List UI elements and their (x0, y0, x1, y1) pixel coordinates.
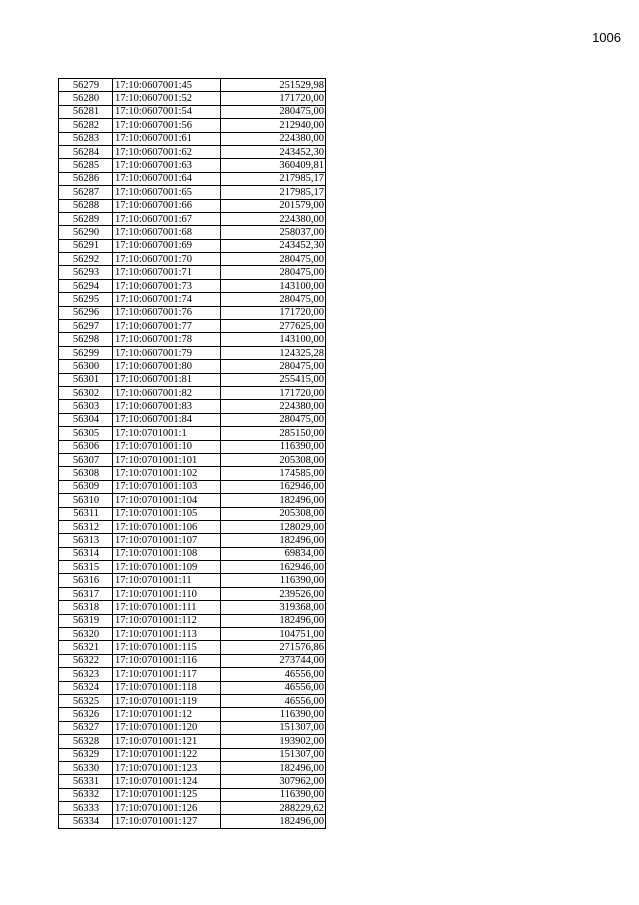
row-number-cell: 56284 (59, 145, 113, 158)
row-number-cell: 56317 (59, 587, 113, 600)
row-number-cell: 56312 (59, 520, 113, 533)
row-number-cell: 56304 (59, 413, 113, 426)
cadastral-value-cell: 280475,00 (221, 253, 326, 266)
cadastral-number-cell: 17:10:0607001:45 (113, 79, 221, 92)
cadastral-value-cell: 124325,28 (221, 346, 326, 359)
cadastral-value-cell: 271576,86 (221, 641, 326, 654)
cadastral-number-cell: 17:10:0607001:83 (113, 400, 221, 413)
cadastral-value-cell: 258037,00 (221, 226, 326, 239)
table-row (59, 654, 326, 667)
cadastral-number-cell: 17:10:0607001:66 (113, 199, 221, 212)
row-number-cell: 56315 (59, 561, 113, 574)
cadastral-value-cell: 46556,00 (221, 681, 326, 694)
table-row (59, 400, 326, 413)
row-number-cell: 56306 (59, 440, 113, 453)
table-row (59, 721, 326, 734)
table-row (59, 628, 326, 641)
cadastral-number-cell: 17:10:0607001:69 (113, 239, 221, 252)
cadastral-number-cell: 17:10:0701001:119 (113, 694, 221, 707)
row-number-cell: 56325 (59, 694, 113, 707)
table-row (59, 239, 326, 252)
table-body (59, 79, 326, 829)
cadastral-number-cell: 17:10:0701001:12 (113, 708, 221, 721)
row-number-cell: 56316 (59, 574, 113, 587)
row-number-cell: 56305 (59, 427, 113, 440)
cadastral-value-cell: 319368,00 (221, 601, 326, 614)
cadastral-number-cell: 17:10:0607001:70 (113, 253, 221, 266)
cadastral-value-cell: 116390,00 (221, 788, 326, 801)
row-number-cell: 56288 (59, 199, 113, 212)
table-row (59, 79, 326, 92)
row-number-cell: 56301 (59, 373, 113, 386)
cadastral-value-cell: 151307,00 (221, 721, 326, 734)
cadastral-value-cell: 251529,98 (221, 79, 326, 92)
cadastral-value-cell: 174585,00 (221, 467, 326, 480)
table-row (59, 172, 326, 185)
table-row (59, 453, 326, 466)
cadastral-number-cell: 17:10:0607001:62 (113, 145, 221, 158)
cadastral-value-cell: 182496,00 (221, 534, 326, 547)
table-row (59, 333, 326, 346)
row-number-cell: 56329 (59, 748, 113, 761)
table-row (59, 561, 326, 574)
row-number-cell: 56319 (59, 614, 113, 627)
cadastral-number-cell: 17:10:0701001:107 (113, 534, 221, 547)
row-number-cell: 56302 (59, 386, 113, 399)
cadastral-value-cell: 171720,00 (221, 306, 326, 319)
cadastral-number-cell: 17:10:0701001:111 (113, 601, 221, 614)
table-row (59, 735, 326, 748)
cadastral-value-cell: 205308,00 (221, 507, 326, 520)
cadastral-value-cell: 116390,00 (221, 440, 326, 453)
cadastral-number-cell: 17:10:0607001:84 (113, 413, 221, 426)
row-number-cell: 56318 (59, 601, 113, 614)
cadastral-value-cell: 182496,00 (221, 494, 326, 507)
row-number-cell: 56298 (59, 333, 113, 346)
cadastral-value-table (58, 78, 326, 829)
table-row (59, 105, 326, 118)
cadastral-number-cell: 17:10:0701001:1 (113, 427, 221, 440)
cadastral-number-cell: 17:10:0701001:105 (113, 507, 221, 520)
table-row (59, 748, 326, 761)
cadastral-value-cell: 143100,00 (221, 333, 326, 346)
table-row (59, 601, 326, 614)
cadastral-number-cell: 17:10:0701001:10 (113, 440, 221, 453)
table-row (59, 92, 326, 105)
cadastral-value-cell: 243452,30 (221, 145, 326, 158)
cadastral-number-cell: 17:10:0701001:113 (113, 628, 221, 641)
cadastral-number-cell: 17:10:0701001:109 (113, 561, 221, 574)
cadastral-number-cell: 17:10:0607001:54 (113, 105, 221, 118)
row-number-cell: 56314 (59, 547, 113, 560)
row-number-cell: 56300 (59, 360, 113, 373)
row-number-cell: 56280 (59, 92, 113, 105)
row-number-cell: 56321 (59, 641, 113, 654)
table-row (59, 534, 326, 547)
row-number-cell: 56332 (59, 788, 113, 801)
cadastral-value-cell: 69834,00 (221, 547, 326, 560)
table-row (59, 159, 326, 172)
table-row (59, 668, 326, 681)
table-row (59, 614, 326, 627)
table-row (59, 306, 326, 319)
cadastral-number-cell: 17:10:0701001:106 (113, 520, 221, 533)
table-row (59, 507, 326, 520)
row-number-cell: 56309 (59, 480, 113, 493)
cadastral-value-cell: 171720,00 (221, 386, 326, 399)
cadastral-number-cell: 17:10:0701001:125 (113, 788, 221, 801)
cadastral-value-cell: 46556,00 (221, 668, 326, 681)
row-number-cell: 56297 (59, 320, 113, 333)
row-number-cell: 56328 (59, 735, 113, 748)
cadastral-number-cell: 17:10:0701001:104 (113, 494, 221, 507)
cadastral-number-cell: 17:10:0701001:120 (113, 721, 221, 734)
row-number-cell: 56292 (59, 253, 113, 266)
table-row (59, 132, 326, 145)
cadastral-value-cell: 280475,00 (221, 293, 326, 306)
cadastral-number-cell: 17:10:0607001:79 (113, 346, 221, 359)
cadastral-value-cell: 162946,00 (221, 561, 326, 574)
cadastral-value-cell: 193902,00 (221, 735, 326, 748)
row-number-cell: 56330 (59, 761, 113, 774)
table-row (59, 226, 326, 239)
table-row (59, 467, 326, 480)
row-number-cell: 56333 (59, 802, 113, 815)
table-row (59, 253, 326, 266)
row-number-cell: 56311 (59, 507, 113, 520)
cadastral-value-cell: 151307,00 (221, 748, 326, 761)
table-row (59, 802, 326, 815)
cadastral-value-cell: 255415,00 (221, 373, 326, 386)
row-number-cell: 56282 (59, 119, 113, 132)
table-row (59, 320, 326, 333)
table-row (59, 480, 326, 493)
cadastral-number-cell: 17:10:0701001:11 (113, 574, 221, 587)
cadastral-number-cell: 17:10:0701001:102 (113, 467, 221, 480)
cadastral-number-cell: 17:10:0701001:118 (113, 681, 221, 694)
cadastral-number-cell: 17:10:0607001:74 (113, 293, 221, 306)
row-number-cell: 56307 (59, 453, 113, 466)
table-row (59, 547, 326, 560)
row-number-cell: 56299 (59, 346, 113, 359)
cadastral-number-cell: 17:10:0701001:115 (113, 641, 221, 654)
cadastral-number-cell: 17:10:0607001:71 (113, 266, 221, 279)
cadastral-number-cell: 17:10:0701001:126 (113, 802, 221, 815)
cadastral-number-cell: 17:10:0607001:73 (113, 279, 221, 292)
row-number-cell: 56279 (59, 79, 113, 92)
row-number-cell: 56322 (59, 654, 113, 667)
row-number-cell: 56291 (59, 239, 113, 252)
row-number-cell: 56296 (59, 306, 113, 319)
cadastral-value-cell: 116390,00 (221, 574, 326, 587)
row-number-cell: 56283 (59, 132, 113, 145)
cadastral-number-cell: 17:10:0701001:117 (113, 668, 221, 681)
table-row (59, 145, 326, 158)
cadastral-value-cell: 239526,00 (221, 587, 326, 600)
cadastral-value-cell: 280475,00 (221, 413, 326, 426)
cadastral-value-cell: 205308,00 (221, 453, 326, 466)
row-number-cell: 56308 (59, 467, 113, 480)
row-number-cell: 56290 (59, 226, 113, 239)
row-number-cell: 56289 (59, 212, 113, 225)
cadastral-value-cell: 307962,00 (221, 775, 326, 788)
cadastral-number-cell: 17:10:0607001:67 (113, 212, 221, 225)
cadastral-value-cell: 182496,00 (221, 614, 326, 627)
cadastral-value-cell: 224380,00 (221, 400, 326, 413)
table-row (59, 279, 326, 292)
cadastral-number-cell: 17:10:0607001:77 (113, 320, 221, 333)
cadastral-value-cell: 212940,00 (221, 119, 326, 132)
row-number-cell: 56285 (59, 159, 113, 172)
row-number-cell: 56281 (59, 105, 113, 118)
table-row (59, 641, 326, 654)
cadastral-number-cell: 17:10:0701001:127 (113, 815, 221, 828)
table-row (59, 520, 326, 533)
cadastral-value-cell: 277625,00 (221, 320, 326, 333)
cadastral-value-cell: 224380,00 (221, 132, 326, 145)
cadastral-value-cell: 182496,00 (221, 815, 326, 828)
cadastral-value-cell: 280475,00 (221, 360, 326, 373)
row-number-cell: 56324 (59, 681, 113, 694)
cadastral-number-cell: 17:10:0607001:64 (113, 172, 221, 185)
table-row (59, 186, 326, 199)
cadastral-value-cell: 273744,00 (221, 654, 326, 667)
cadastral-value-cell: 104751,00 (221, 628, 326, 641)
table-row (59, 775, 326, 788)
table-row (59, 293, 326, 306)
cadastral-number-cell: 17:10:0607001:63 (113, 159, 221, 172)
cadastral-value-cell: 162946,00 (221, 480, 326, 493)
table-row (59, 788, 326, 801)
cadastral-value-cell: 182496,00 (221, 761, 326, 774)
table-row (59, 212, 326, 225)
cadastral-value-cell: 46556,00 (221, 694, 326, 707)
cadastral-value-cell: 201579,00 (221, 199, 326, 212)
cadastral-value-cell: 171720,00 (221, 92, 326, 105)
cadastral-value-cell: 128029,00 (221, 520, 326, 533)
cadastral-number-cell: 17:10:0701001:123 (113, 761, 221, 774)
table-row (59, 708, 326, 721)
table-row (59, 266, 326, 279)
cadastral-number-cell: 17:10:0607001:80 (113, 360, 221, 373)
table-row (59, 494, 326, 507)
row-number-cell: 56287 (59, 186, 113, 199)
table-row (59, 373, 326, 386)
cadastral-value-cell: 288229,62 (221, 802, 326, 815)
row-number-cell: 56294 (59, 279, 113, 292)
cadastral-number-cell: 17:10:0701001:101 (113, 453, 221, 466)
row-number-cell: 56326 (59, 708, 113, 721)
table-row (59, 427, 326, 440)
cadastral-number-cell: 17:10:0701001:103 (113, 480, 221, 493)
cadastral-number-cell: 17:10:0607001:82 (113, 386, 221, 399)
cadastral-value-cell: 224380,00 (221, 212, 326, 225)
table-row (59, 574, 326, 587)
table-row (59, 440, 326, 453)
cadastral-number-cell: 17:10:0607001:76 (113, 306, 221, 319)
table-row (59, 413, 326, 426)
cadastral-number-cell: 17:10:0607001:68 (113, 226, 221, 239)
table-row (59, 346, 326, 359)
cadastral-value-cell: 285150,00 (221, 427, 326, 440)
row-number-cell: 56286 (59, 172, 113, 185)
row-number-cell: 56313 (59, 534, 113, 547)
cadastral-number-cell: 17:10:0701001:121 (113, 735, 221, 748)
cadastral-value-cell: 116390,00 (221, 708, 326, 721)
table-row (59, 815, 326, 828)
cadastral-number-cell: 17:10:0701001:112 (113, 614, 221, 627)
cadastral-number-cell: 17:10:0701001:116 (113, 654, 221, 667)
table-row (59, 386, 326, 399)
table-row (59, 681, 326, 694)
cadastral-value-cell: 217985,17 (221, 172, 326, 185)
row-number-cell: 56303 (59, 400, 113, 413)
cadastral-value-cell: 243452,30 (221, 239, 326, 252)
row-number-cell: 56331 (59, 775, 113, 788)
table-row (59, 199, 326, 212)
table-row (59, 761, 326, 774)
cadastral-number-cell: 17:10:0701001:124 (113, 775, 221, 788)
cadastral-value-cell: 280475,00 (221, 266, 326, 279)
cadastral-number-cell: 17:10:0607001:52 (113, 92, 221, 105)
row-number-cell: 56327 (59, 721, 113, 734)
table-row (59, 694, 326, 707)
row-number-cell: 56293 (59, 266, 113, 279)
row-number-cell: 56295 (59, 293, 113, 306)
cadastral-number-cell: 17:10:0607001:61 (113, 132, 221, 145)
page-number: 1006 (592, 30, 621, 45)
cadastral-number-cell: 17:10:0607001:81 (113, 373, 221, 386)
cadastral-number-cell: 17:10:0607001:78 (113, 333, 221, 346)
cadastral-value-cell: 360409,81 (221, 159, 326, 172)
cadastral-number-cell: 17:10:0701001:122 (113, 748, 221, 761)
cadastral-number-cell: 17:10:0607001:56 (113, 119, 221, 132)
cadastral-number-cell: 17:10:0701001:110 (113, 587, 221, 600)
table-row (59, 360, 326, 373)
row-number-cell: 56323 (59, 668, 113, 681)
table-row (59, 119, 326, 132)
row-number-cell: 56310 (59, 494, 113, 507)
cadastral-number-cell: 17:10:0607001:65 (113, 186, 221, 199)
cadastral-value-cell: 143100,00 (221, 279, 326, 292)
cadastral-number-cell: 17:10:0701001:108 (113, 547, 221, 560)
row-number-cell: 56334 (59, 815, 113, 828)
row-number-cell: 56320 (59, 628, 113, 641)
cadastral-value-cell: 217985,17 (221, 186, 326, 199)
table-row (59, 587, 326, 600)
cadastral-value-cell: 280475,00 (221, 105, 326, 118)
